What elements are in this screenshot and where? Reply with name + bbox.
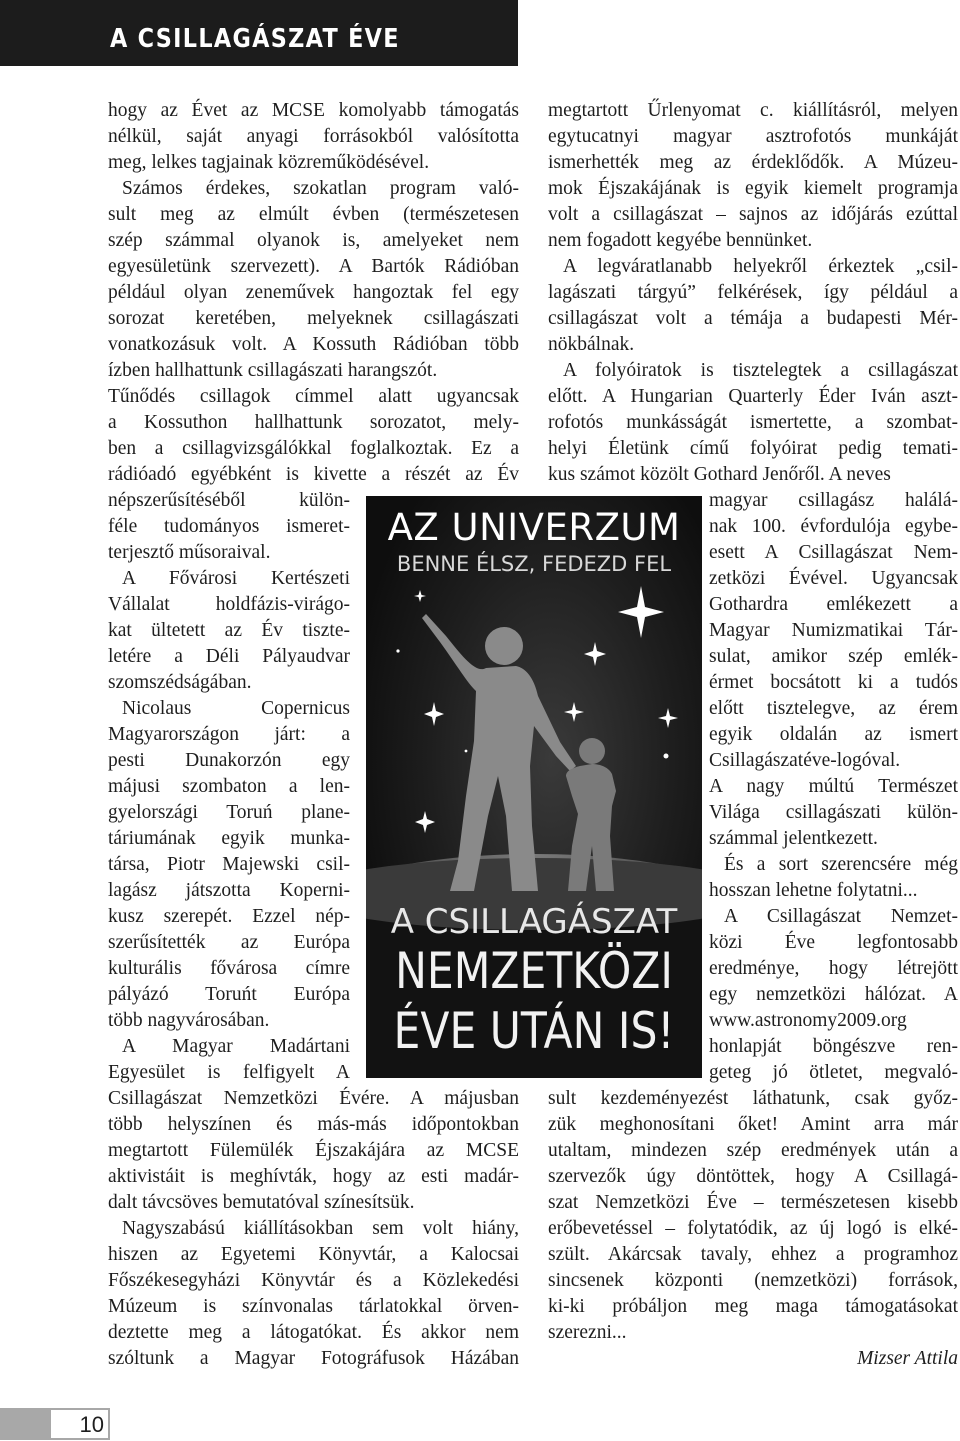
text-line: A nagy múltú Természet (709, 776, 958, 797)
text-line: esett A Csillagászat Nem- (709, 542, 958, 563)
text-line: zetközi Évével. Ugyancsak (709, 568, 958, 589)
text-line: közi Éve legfontosabb (709, 932, 958, 953)
text-line: Egyesület is felfigyelt A (108, 1062, 350, 1083)
text-line: Nicolaus Copernicus (122, 698, 350, 719)
text-line: előtt tisztelegve, az érem (709, 698, 958, 719)
text-line: dalt távcsöves bemutatóval színesítsük. (108, 1192, 415, 1213)
author-signature: Mizser Attila (857, 1348, 958, 1369)
text-line: Gothardra emlékezett a (709, 594, 958, 615)
text-line: Csillagászat Nemzetközi Évére. A májusban (108, 1088, 519, 1109)
text-line: sulat, amikor szép emlék- (709, 646, 958, 667)
text-line: több helyszínen és más-más időpontokban (108, 1114, 519, 1135)
text-line: sorozat keretében, melyeknek csillagászati (108, 308, 519, 329)
text-line: szóltunk a Magyar Fotográfusok Házában (108, 1348, 519, 1369)
text-line: Vállalat holdfázis-virágo- (108, 594, 350, 615)
text-line: féle tudományos ismeret- (108, 516, 350, 537)
text-line: eredménye, hogy létrejött (709, 958, 958, 979)
text-line: egytucatnyi magyar asztrofotós munkáját (548, 126, 958, 147)
text-line: egy nemzetközi hálózat. A (709, 984, 958, 1005)
text-line: a Kossuthon hallhattunk sorozatot, mely- (108, 412, 519, 433)
text-line: aktivistáit is meghívták, hogy az esti madár- (108, 1166, 519, 1187)
text-line: szerezni... (548, 1322, 627, 1343)
text-line: sincsenek központi (nemzetközi) források, (548, 1270, 958, 1291)
star-icon (664, 754, 669, 759)
poster-tagline: BENNE ÉLSZ, FEDEZD FEL (396, 552, 672, 576)
text-line: Főszékesegyházi Könyvtár és a Közlekedési (108, 1270, 519, 1291)
text-line: lagászati tárgyú” felkérések, így például a (548, 282, 958, 303)
text-line: kulturális fővárosa címre (108, 958, 350, 979)
text-line: vonatkozásuk volt. A Kossuth Rádióban több (108, 334, 519, 355)
text-line: honlapját böngészve ren- (709, 1036, 958, 1057)
text-line: csillagászat volt a témája a budapesti Mér- (548, 308, 958, 329)
poster-headline: AZ UNIVERZUM (387, 506, 681, 549)
text-line: májusi szombaton a len- (108, 776, 350, 797)
text-line: letére a Déli Pályaudvar (108, 646, 350, 667)
text-line: A Fővárosi Kertészeti (122, 568, 350, 589)
text-line: több nagyvárosában. (108, 1010, 270, 1031)
text-line: nak 100. évfordulója egybe- (709, 516, 958, 537)
text-line: ízben hallhattunk csillagászati harangszót. (108, 360, 438, 381)
text-line: Tűnődés csillagok címmel alatt ugyancsak (108, 386, 519, 407)
text-line: pesti Dunakorzón egy (108, 750, 350, 771)
text-line: zük meghonosítani őket! Amint arra már (548, 1114, 958, 1135)
text-line: előtt. A Hungarian Quarterly Éder Iván aszt- (548, 386, 958, 407)
text-line: Nagyszabású kiállításokban sem volt hiány, (122, 1218, 519, 1239)
text-line: érmet bocsátott ki a tudós (709, 672, 958, 693)
text-line: A Magyar Madártani (122, 1036, 350, 1057)
text-line: sult meg az elmúlt évben (természetesen (108, 204, 519, 225)
text-line: nem fogadott kegyébe bennünket. (548, 230, 813, 251)
text-line: Csillagászatéve-logóval. (709, 750, 901, 771)
text-line: megtartott Fülemülék Éjszakájára az MCSE (108, 1140, 519, 1161)
poster-subtitle: A CSILLAGÁSZAT (390, 902, 678, 942)
text-line: A folyóiratok is tisztelegtek a csillagászat (563, 360, 958, 381)
text-line: ismerhették meg az érdeklődők. A Múzeu- (548, 152, 958, 173)
text-line: sult kezdeményezést láthatunk, csak győz- (548, 1088, 958, 1109)
text-line: számmal jelentkezett. (709, 828, 878, 849)
text-line: helyi Életünk című folyóirat pedig temati- (548, 438, 958, 459)
poster-artwork (366, 496, 702, 1078)
text-line: hosszan lehetne folytatni... (709, 880, 918, 901)
text-line: www.astronomy2009.org (709, 1010, 907, 1031)
text-line: szervezők úgy döntöttek, hogy A Csillagá- (548, 1166, 958, 1187)
text-line: deztette meg a látogatókat. És akkor nem (108, 1322, 519, 1343)
text-line: táriumának egyik munka- (108, 828, 350, 849)
text-line: kusz szerepét. Ezzel nép- (108, 906, 350, 927)
star-icon (465, 750, 468, 753)
text-line: Magyar Numizmatikai Tár- (709, 620, 958, 641)
text-line: ki-ki próbáljon meg maga támogatásokat (548, 1296, 958, 1317)
text-line: A legváratlanabb helyekről érkeztek „csil- (563, 256, 958, 277)
text-line: hiszen az Egyetemi Könyvtár, a Kalocsai (108, 1244, 519, 1265)
poster-title-line-1: NEMZETKÖZI (395, 941, 673, 1000)
text-line: geteg jó ötletet, megvaló- (709, 1062, 958, 1083)
text-line: erőbevetéssel – folytatódik, az új logó is elké- (548, 1218, 958, 1239)
text-line: társa, Piotr Majewski csil- (108, 854, 350, 875)
text-line: szomszédságában. (108, 672, 252, 693)
text-line: gyelországi Toruń plane- (108, 802, 350, 823)
text-line: kus számot közölt Gothard Jenőről. A neves (548, 464, 891, 485)
text-line: meg, lelkes tagjainak közreműködésével. (108, 152, 430, 173)
text-line: szerűsítették az Európa (108, 932, 350, 953)
text-line: kat ültetett az Év tiszte- (108, 620, 350, 641)
text-line: ben a csillagvizsgálókkal foglalkoztak. Ez a (108, 438, 519, 459)
section-title: A CSILLAGÁSZAT ÉVE (110, 24, 400, 54)
text-line: például olyan zeneművek hangoztak fel egy (108, 282, 519, 303)
text-line: szat Nemzetközi Éve – természetesen kisebb (548, 1192, 958, 1213)
text-line: Számos érdekes, szokatlan program való- (122, 178, 519, 199)
text-line: Múzeum is színvonalas tárlatokkal örven- (108, 1296, 519, 1317)
text-line: terjesztő műsoraival. (108, 542, 271, 563)
poster-title-line-2: ÉVE UTÁN IS! (393, 1001, 675, 1060)
text-line: szült. Akárcsak tavaly, ehhez a programhoz (548, 1244, 958, 1265)
text-line: Világa csillagászati külön- (709, 802, 958, 823)
text-line: nökbálnak. (548, 334, 635, 355)
poster-image (366, 496, 702, 1078)
star-icon (396, 649, 399, 652)
text-line: rádióadó egyébként is kivette a részét az Év (108, 464, 519, 485)
text-line: hogy az Évet az MCSE komolyabb támogatás (108, 100, 519, 121)
text-line: magyar csillagász halálá- (709, 490, 958, 511)
text-line: volt a csillagászat – sajnos az időjárás ezúttal (548, 204, 958, 225)
text-line: Magyarországon járt: a (108, 724, 350, 745)
text-line: megtartott Űrlenyomat c. kiállításról, melyen (548, 100, 958, 121)
text-line: mok Éjszakájának is egyik kiemelt programja (548, 178, 958, 199)
text-line: És a sort szerencsére még (724, 854, 958, 875)
text-line: lagász játszotta Koperni- (108, 880, 350, 901)
text-line: népszerűsítéséből külön- (108, 490, 350, 511)
text-line: utaltam, mindezen szép eredmények után a (548, 1140, 958, 1161)
text-line: rofotós munkásságát ismertette, a szombat- (548, 412, 958, 433)
text-line: nélkül, saját anyagi forrásokból valósította (108, 126, 519, 147)
text-line: egyesületünk szervezett). A Bartók Rádióban (108, 256, 519, 277)
text-line: egyik oldalán az ismert (709, 724, 958, 745)
text-line: pályázó Toruńt Európa (108, 984, 350, 1005)
text-line: A Csillagászat Nemzet- (724, 906, 958, 927)
text-line: szép számmal olyanok is, amelyeket nem (108, 230, 519, 251)
page-number: 10 (79, 1412, 104, 1437)
